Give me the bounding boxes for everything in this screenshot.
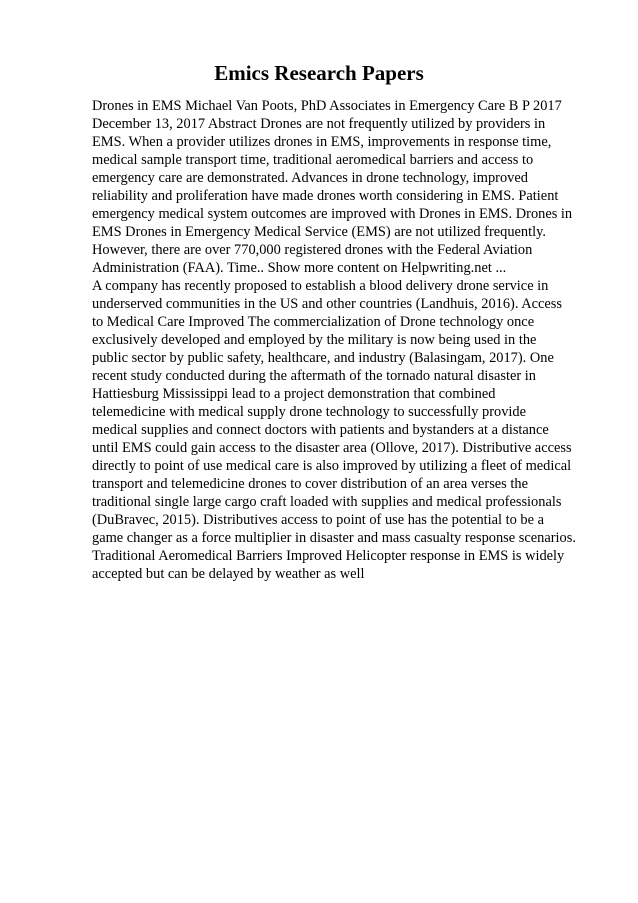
body-text-line: Drones in EMS Michael Van Poots, PhD Associates in Emergency Care B P 2017 [92,98,562,114]
document-title: Emics Research Papers [214,61,424,85]
body-text-line: underserved communities in the US and other countries (Landhuis, 2016). Access [92,296,562,312]
body-text-line: EMS Drones in Emergency Medical Service (EMS) are not utilized frequently. [92,224,546,240]
body-text-line: public sector by public safety, healthcare, and industry (Balasingam, 2017). One [92,350,554,366]
body-text-line: (DuBravec, 2015). Distributives access to point of use has the potential to be a [92,512,544,528]
body-text-line: Hattiesburg Mississippi lead to a project demonstration that combined [92,386,496,402]
body-text-line: medical sample transport time, traditional aeromedical barriers and access to [92,152,534,168]
body-text-line: transport and telemedicine drones to cover distribution of an area verses the [92,476,528,492]
body-text-line: until EMS could gain access to the disaster area (Ollove, 2017). Distributive access [92,440,572,456]
body-text-line: However, there are over 770,000 registered drones with the Federal Aviation [92,242,533,258]
body-text-line: medical supplies and connect doctors with patients and bystanders at a distance [92,422,549,438]
body-text-line: to Medical Care Improved The commercialization of Drone technology once [92,314,535,330]
body-text-line: EMS. When a provider utilizes drones in EMS, improvements in response time, [92,134,552,150]
body-text-line: traditional single large cargo craft loaded with supplies and medical professionals [92,494,562,510]
body-text-line: recent study conducted during the aftermath of the tornado natural disaster in [92,368,536,384]
body-text-line: emergency medical system outcomes are improved with Drones in EMS. Drones in [92,206,573,222]
body-text-line: telemedicine with medical supply drone technology to successfully provide [92,404,527,420]
body-text-line: directly to point of use medical care is also improved by utilizing a fleet of medical [92,458,572,474]
body-text-line: Administration (FAA). Time.. Show more content on Helpwriting.net ... [92,260,507,276]
body-text-line: Traditional Aeromedical Barriers Improved Helicopter response in EMS is widely [92,548,565,564]
body-text-line: emergency care are demonstrated. Advances in drone technology, improved [92,170,528,186]
body-text-line: exclusively developed and employed by the military is now being used in the [92,332,537,348]
body-text-line: accepted but can be delayed by weather as well [92,566,365,582]
body-text-line: game changer as a force multiplier in disaster and mass casualty response scenarios. [92,530,576,546]
body-text-line: reliability and proliferation have made drones worth considering in EMS. Patient [92,188,559,204]
body-text-line: A company has recently proposed to establish a blood delivery drone service in [92,278,549,294]
body-text-line: December 13, 2017 Abstract Drones are not frequently utilized by providers in [92,116,546,132]
